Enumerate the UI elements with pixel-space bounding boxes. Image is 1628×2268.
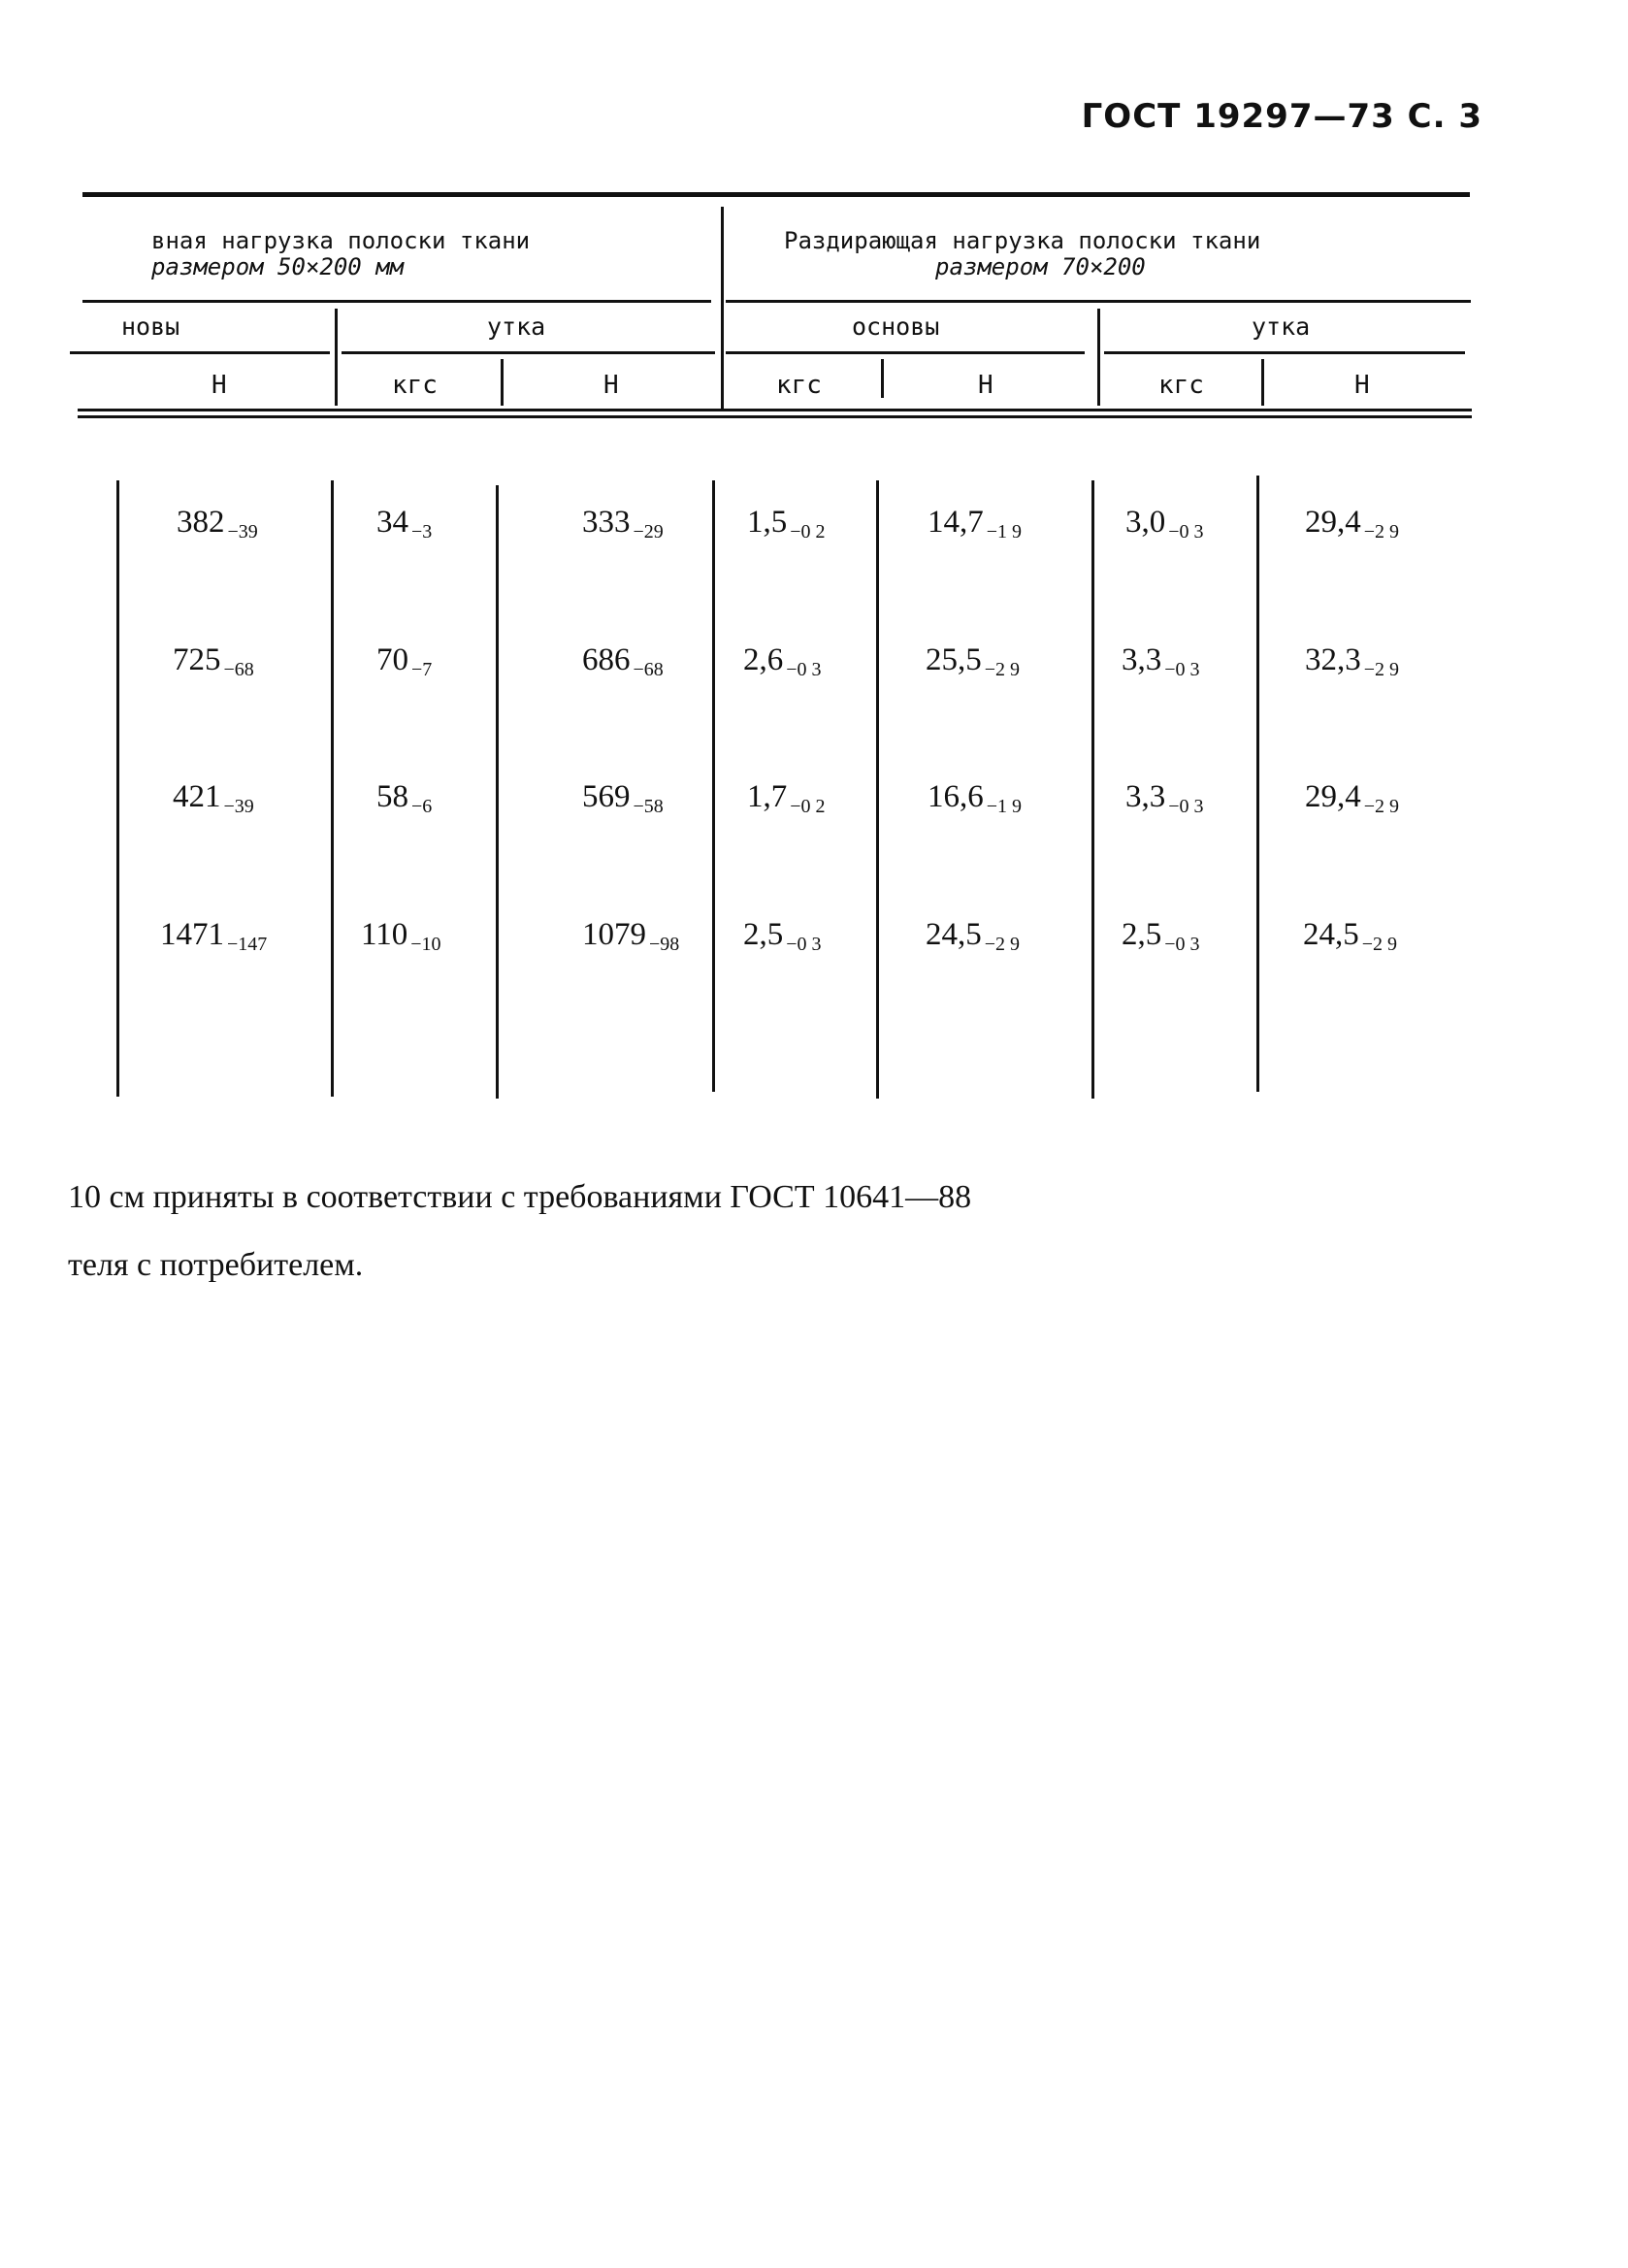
- subheader-rule-1: [70, 351, 330, 354]
- table-cell: 333 $_{-29}$: [582, 505, 664, 542]
- subheader-weft-left: утка: [487, 312, 546, 341]
- group-header-left-size: размером 50×200 мм: [151, 253, 405, 280]
- group-header-right-title: Раздирающая нагрузка полоски ткани: [784, 227, 1261, 254]
- table-cell: 3,3 $_{-0 3}$: [1125, 779, 1204, 817]
- header-bottom-rule-lower: [78, 415, 1472, 418]
- table-cell: 2,5 $_{-0 3}$: [1122, 917, 1200, 955]
- table-cell: 421 $_{-39}$: [173, 779, 254, 817]
- unit-header: кгс: [392, 371, 438, 400]
- subheader-weft-right: утка: [1252, 312, 1311, 341]
- table-cell: 32,3 $_{-2 9}$: [1305, 642, 1400, 680]
- unit-header: Н: [603, 371, 619, 400]
- table-cell: 1079 $_{-98}$: [582, 917, 680, 955]
- table-cell: 382 $_{-39}$: [177, 505, 258, 542]
- table-top-rule: [82, 192, 1470, 197]
- subheader-warp-right: основы: [852, 312, 940, 341]
- body-column-line: [712, 480, 715, 1092]
- table-cell: 1,7 $_{-0 2}$: [747, 779, 826, 817]
- unit-header: кгс: [776, 371, 822, 400]
- table-cell: 24,5 $_{-2 9}$: [926, 917, 1021, 955]
- table-cell: 16,6 $_{-1 9}$: [928, 779, 1023, 817]
- unit-header: Н: [1354, 371, 1370, 400]
- table-cell: 58 $_{-6}$: [376, 779, 433, 817]
- group-header-rule-right: [726, 300, 1471, 303]
- footnote-line: 10 см приняты в соответствии с требованиями ГОСТ 10641—88: [68, 1179, 972, 1215]
- group-header-left-title: вная нагрузка полоски ткани: [151, 227, 531, 254]
- table-cell: 24,5 $_{-2 9}$: [1303, 917, 1398, 955]
- table-cell: 3,3 $_{-0 3}$: [1122, 642, 1200, 680]
- body-column-line: [1091, 480, 1094, 1099]
- table-cell: 29,4 $_{-2 9}$: [1305, 779, 1400, 817]
- unit-header: Н: [212, 371, 227, 400]
- body-column-line: [331, 480, 334, 1097]
- group-separator: [721, 207, 724, 411]
- subheader-separator-right: [1097, 309, 1100, 406]
- body-column-line: [1256, 476, 1259, 1092]
- table-cell: 1,5 $_{-0 2}$: [747, 505, 826, 542]
- table-cell: 3,0 $_{-0 3}$: [1125, 505, 1204, 542]
- table-cell: 2,5 $_{-0 3}$: [743, 917, 822, 955]
- header-bottom-rule-upper: [78, 409, 1472, 411]
- footnote-line: теля с потребителем.: [68, 1247, 364, 1283]
- unit-separator-3: [1261, 359, 1264, 406]
- page-header: ГОСТ 19297—73 С. 3: [1081, 97, 1482, 136]
- table-cell: 725 $_{-68}$: [173, 642, 254, 680]
- table-cell: 2,6 $_{-0 3}$: [743, 642, 822, 680]
- table-cell: 14,7 $_{-1 9}$: [928, 505, 1023, 542]
- table-cell: 25,5 $_{-2 9}$: [926, 642, 1021, 680]
- unit-separator-2: [881, 359, 884, 398]
- table-cell: 686 $_{-68}$: [582, 642, 664, 680]
- unit-separator-1: [501, 359, 504, 406]
- group-header-rule-left: [82, 300, 711, 303]
- group-header-right-size: размером 70×200: [935, 253, 1146, 280]
- subheader-rule-2: [342, 351, 715, 354]
- body-column-line: [876, 480, 879, 1099]
- subheader-warp-left: новы: [121, 312, 180, 341]
- subheader-rule-4: [1104, 351, 1465, 354]
- table-cell: 1471 $_{-147}$: [160, 917, 268, 955]
- subheader-rule-3: [726, 351, 1085, 354]
- body-column-line: [116, 480, 119, 1097]
- subheader-separator-left: [335, 309, 338, 406]
- table-cell: 70 $_{-7}$: [376, 642, 433, 680]
- table-cell: 110 $_{-10}$: [361, 917, 441, 955]
- table-cell: 34 $_{-3}$: [376, 505, 433, 542]
- table-cell: 569 $_{-58}$: [582, 779, 664, 817]
- unit-header: кгс: [1158, 371, 1204, 400]
- table-cell: 29,4 $_{-2 9}$: [1305, 505, 1400, 542]
- body-column-line: [496, 485, 499, 1099]
- unit-header: Н: [978, 371, 993, 400]
